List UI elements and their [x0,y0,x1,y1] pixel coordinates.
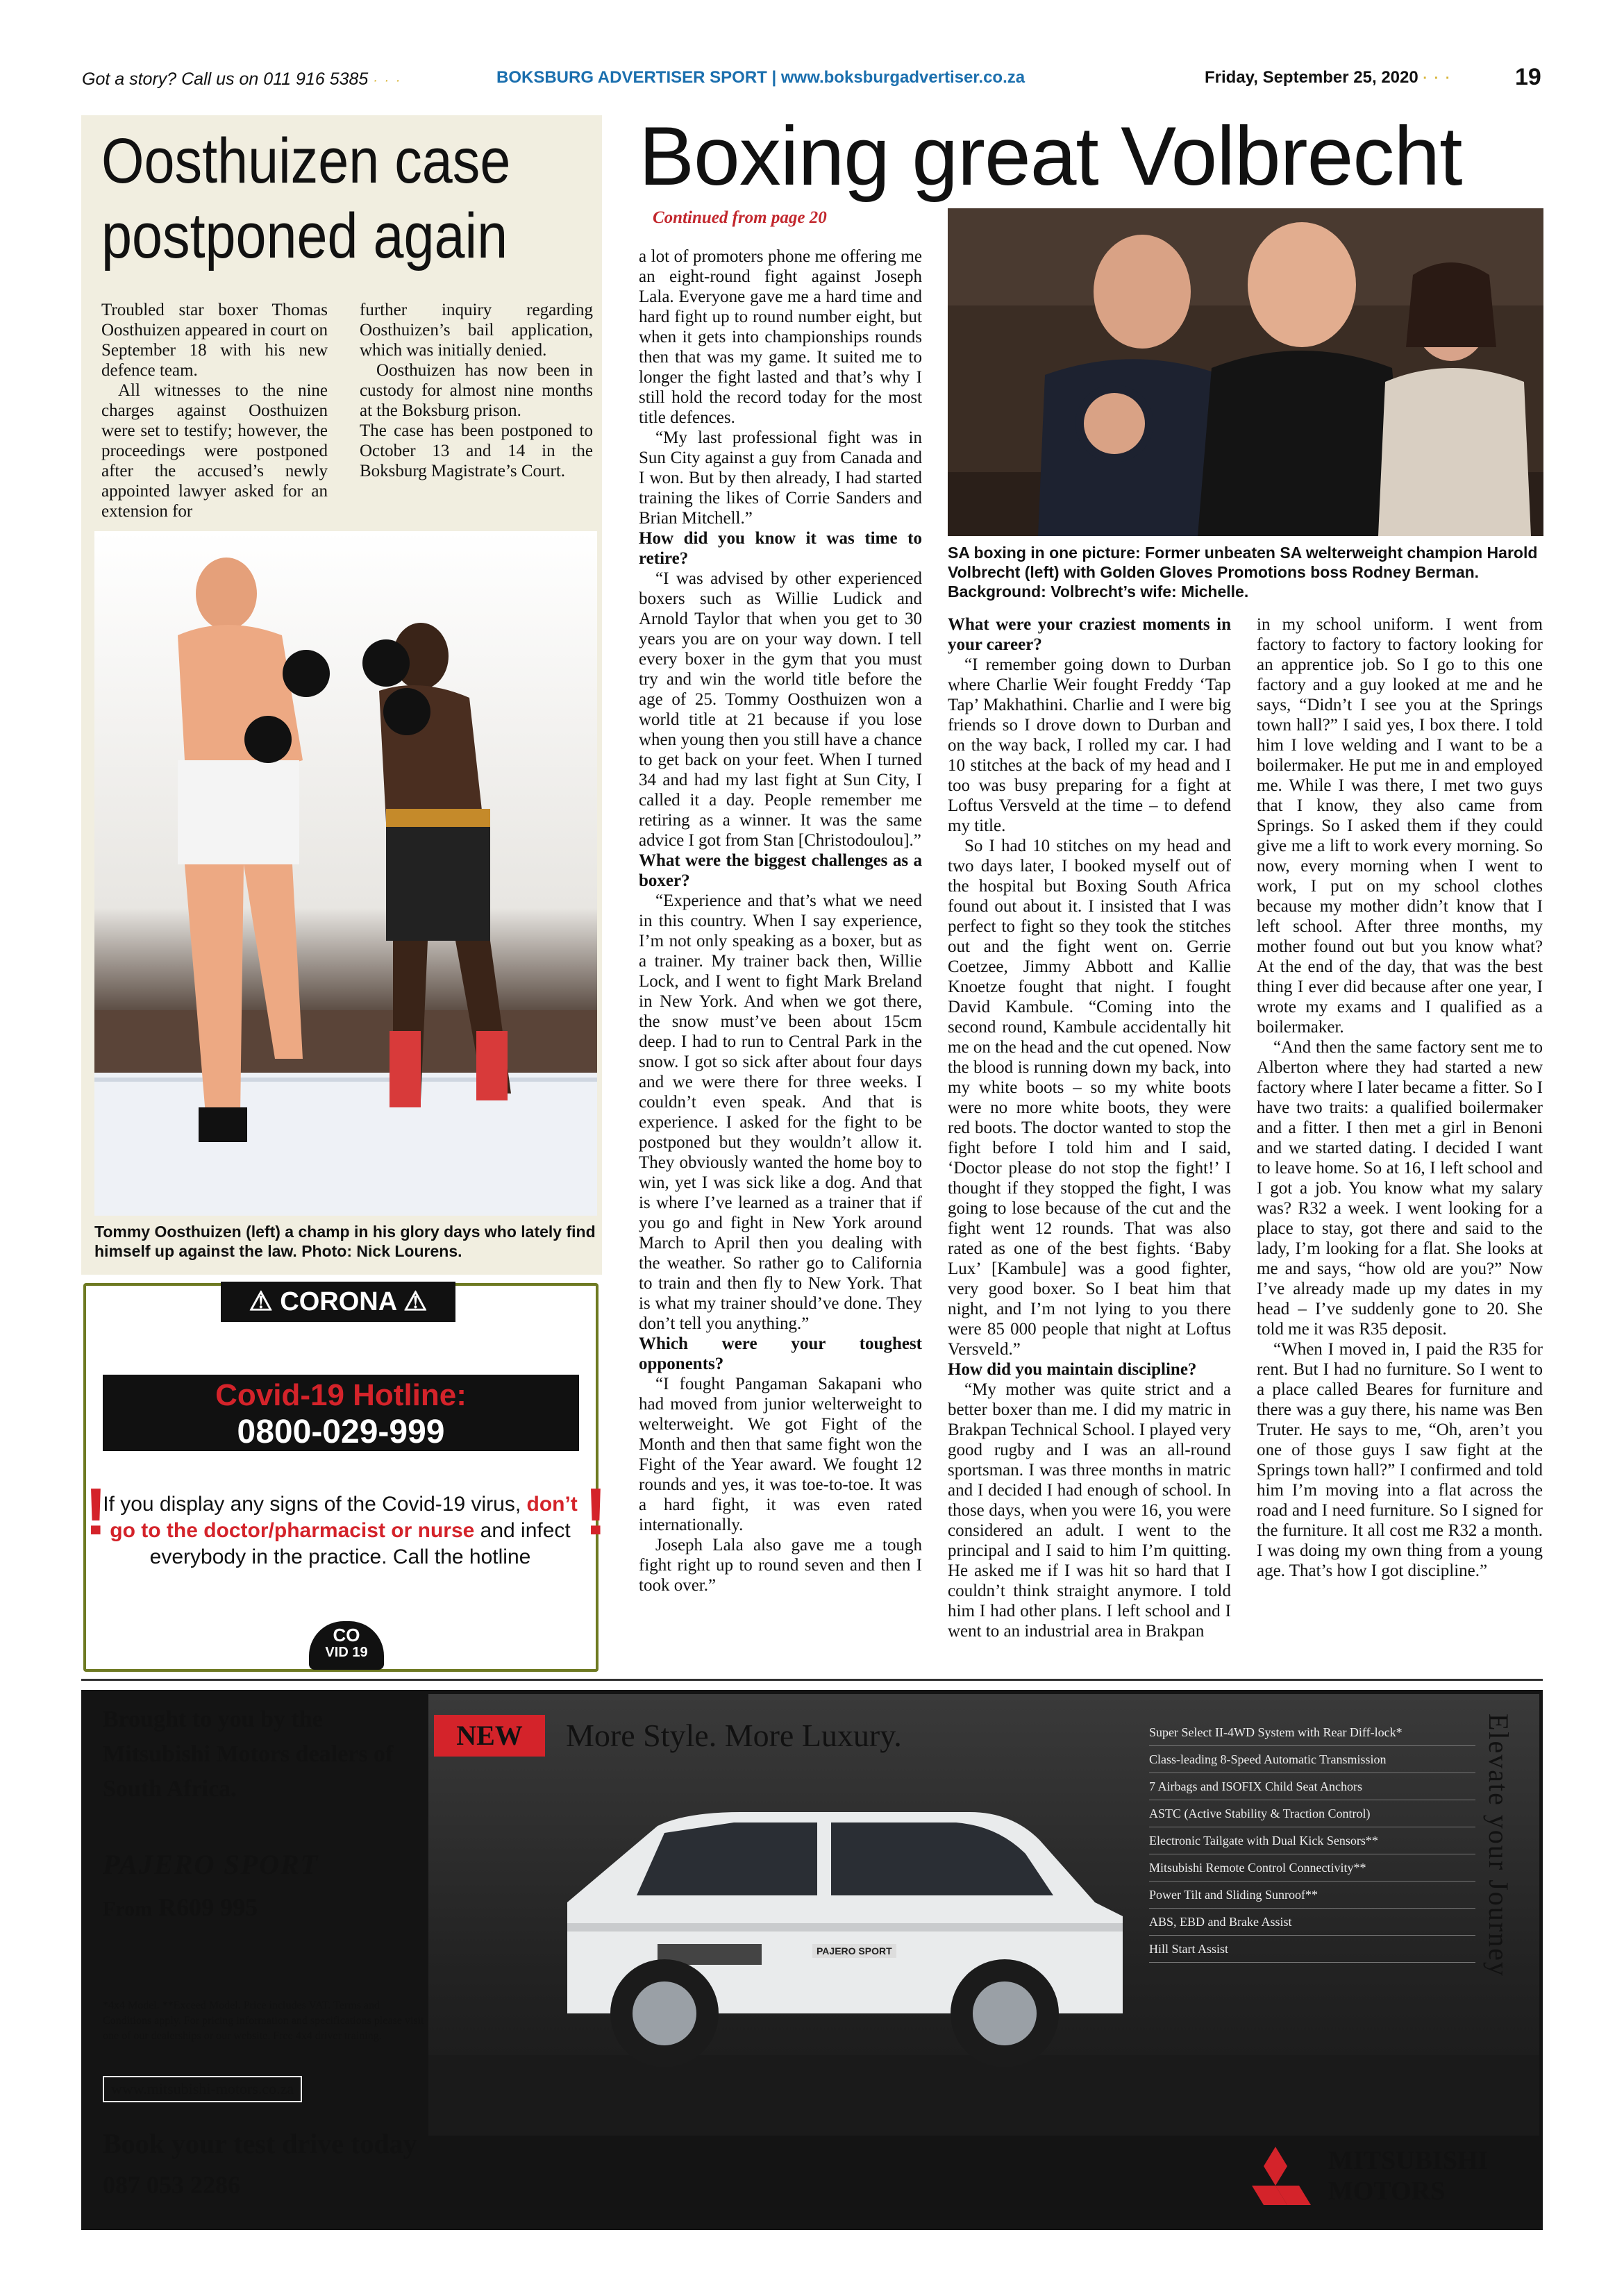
paragraph: So I had 10 stitches on my head and two days later, I booked myself out of the hospital but Boxing South Africa found out about it. I insisted that I was perfect to fight so they took the stitches out and the fight went on. Gerrie Coetzee, Jimmy Abbott and Kallie Knoetze fought that night. I fought David Kambule. “Coming into the second round, Kambule accidentally hit me on the head and the cut opened. Now the blood is running down my back, into my white boots – so my white boots were no more white boots, they were red boots. The doctor wanted to stop the fight before I told him and I said, ‘Doctor please do not stop the fight!’ I thought if they stopped the fight, I was going to lose because of the cut and the fight went 12 rounds. That was also rated as one of the best fights. ‘Baby Lux’ [Kambule] was a good fighter, very good boxer. So I beat him that night, and I’m not lying to you there were 85 000 people that night at Loftus Versveld.” [948,837,1231,1359]
ad-website-link[interactable]: www.mitsubishi-motors.co.za [103,2076,302,2102]
exclamation-icon: ! [585,1475,607,1549]
ad-feature: Power Tilt and Sliding Sunroof** [1149,1882,1475,1909]
interview-question: What were the biggest challenges as a boxer? [639,851,922,890]
interview-question: How did you maintain discipline? [948,1360,1197,1379]
ad-tagline: More Style. More Luxury. [566,1718,902,1753]
ad-phone-number[interactable]: 087 053 2286 [103,2171,240,2199]
interview-question: What were your craziest moments in your career? [948,615,1231,654]
interview-question: Which were your toughest opponents? [639,1334,922,1373]
ad-feature: Electronic Tailgate with Dual Kick Sensors** [1149,1827,1475,1854]
left-photo-caption: Tommy Oosthuizen (left) a champ in his glory days who lately find himself up against the law. Photo: Nick Lourens. [94,1223,596,1260]
ad-brought-to-you: Brought to you by the Mitsubishi Motors dealers of South Africa. [103,1707,394,1802]
ad-feature: ASTC (Active Stability & Traction Control) [1149,1800,1475,1827]
separator-line [81,1679,1543,1681]
paragraph: “I was advised by other experienced boxers such as Willie Ludick and Arnold Taylor that when you get to 30 years you are on your way down. I tell every boxer in the gym that you must try and win the world title before the age of 25. Tommy Oosthuizen won a world title at 21 because if you lose when young then you still have a chance to get back on your feet. When I turned 34 and had my last fight at Sun City, I called it a day. People remember me retiring as a winner. It was the same advice I got from Stan [Christodoulou].” [639,569,922,850]
ad-feature: Super Select II-4WD System with Rear Diff-lock* [1149,1719,1475,1746]
main-photo-caption: SA boxing in one picture: Former unbeaten SA welterweight champion Harold Volbrecht (left) with Golden Gloves Promotions boss Rodney Berman. Background: Volbrecht’s wife: Michelle. [948,544,1538,601]
paragraph: further inquiry regarding Oosthuizen’s bail application, which was initially denied. [360,301,593,360]
ad-feature: 7 Airbags and ISOFIX Child Seat Anchors [1149,1773,1475,1800]
paragraph: “I remember going down to Durban where Charlie Weir fought Freddy ‘Tap Tap’ Makhathini. Charlie and I were big friends so I drove down to Durban and on the way back, I rolled my car. I had 10 stitches at the back of my head and I too was busy preparing for a fight at Loftus Versveld at the time – to defend my title. [948,655,1231,835]
ad-price: From R609 995 [103,1893,258,1921]
paragraph: Troubled star boxer Thomas Oosthuizen appeared in court on September 18 with his new defence team. [101,301,328,380]
header-date: Friday, September 25, 2020 · · · [1205,68,1452,87]
paragraph: in my school uniform. I went from factory to factory to factory looking for an apprentice job. So I go to this one factory and a guy looked at me and he says, “Didn’t I see you at the Springs town hall?” I said yes, I box there. I told him I love welding and I want to be a boilermaker. He put me in and employed me. While I was there, I met two guys that I know, they also came from Springs. So I asked them if they could give me a lift to work every morning. So now, every morning when I went to work, I put on my school clothes because my mother didn’t know that I left school. After three months, my mother found out but you know what? At the end of the day, that was the best thing I ever did because after one year, I wrote my exams and I qualified as a boilermaker. [1257,615,1543,1037]
page-number: 19 [1515,64,1541,90]
ad-model-name: PAJERO SPORT [103,1849,319,1880]
exclamation-icon: ! [85,1475,107,1549]
continued-from[interactable]: Continued from page 20 [653,208,827,227]
hotline-number[interactable]: 0800-029-999 [237,1414,445,1450]
mitsubishi-wordmark: MITSUBISHI MOTORS [1328,2146,1489,2206]
left-article-title: Oosthuizen case postponed again [101,126,511,271]
main-article-title: Boxing great Volbrecht [639,110,1462,203]
mitsubishi-logo-icon [1237,2145,1314,2215]
ad-disclaimer: *4x4 Model. **Exceed Model. Price includes VAT. Terms and Conditions apply. For pricing information and specifications please visit one of our dealerships or our website. Free 4x4 driver training. [103,2000,424,2042]
left-article-col2 [360,300,593,481]
main-article-col3 [1257,614,1543,1581]
header-contact: Got a story? Call us on 011 916 5385 · · · [82,69,402,89]
covid-hotline[interactable] [103,1375,579,1451]
ad-feature: ABS, EBD and Brake Assist [1149,1909,1475,1936]
paragraph: “When I moved in, I paid the R35 for rent. But I had no furniture. So I went to a place called Beares for furniture and there was a guy there, his name was Ben Truter. He says to me, “Oh, aren’t you one of those guys I saw fight at the Springs town hall?” I confirmed and told him I’m moving into a flat across the road and I need furniture. So I signed for the furniture. It all cost me R32 a month. I was doing my own thing from a young age. That’s how I got discipline.” [1257,1340,1543,1580]
main-article-col2 [948,614,1231,1641]
ad-feature: Hill Start Assist [1149,1936,1475,1963]
paragraph: All witnesses to the nine charges against Oosthuizen were set to testify; however, the proceedings were postponed after the accused’s newly appointed lawyer asked for an extension for [101,381,328,521]
ad-new-badge: NEW [434,1715,545,1757]
paragraph: Oosthuizen has now been in custody for almost nine months at the Boksburg prison. [360,361,593,420]
main-article-col1 [639,246,922,1595]
interview-question: How did you know it was time to retire? [639,529,922,568]
corona-tag: ⚠ CORONA ⚠ [221,1282,455,1322]
left-article-col1 [101,300,328,521]
paragraph: “My mother was quite strict and a better boxer than me. I did my matric in Brakpan Technical School. I played very good rugby and I was an all-round sportsman. I was three months in matric and I decided I had enough of school. In those days, when you were 16, you were considered an adult. I went to the principal and I said to him I’m quitting. He asked me if I was hit so hard that I couldn’t think straight anymore. I told him I had other plans. I left school and I went to an industrial area in Brakpan [948,1380,1231,1641]
paragraph: “I fought Pangaman Sakapani who had moved from junior welterweight to welterweight. We got Fight of the Month and then that same fight won the Fight of the Year award. We fought 12 rounds and yes, it was toe-to-toe. It was a hard fight, it was even rated internationally. [639,1375,922,1534]
header-section-title[interactable]: BOKSBURG ADVERTISER SPORT | www.boksburgadvertiser.co.za [496,68,1026,87]
paragraph: “Experience and that’s what we need in this country. When I say experience, I’m not only speaking as a boxer, but as a trainer. My trainer back then, Willie Lock, and I went to fight Mark Breland in New York. And when we got there, the snow must’ve been about 15cm deep. I had to run to Central Park in the snow. I got so sick after about four days and we were there for three weeks. I couldn’t even speak. And that is experience. I asked for the fight to be postponed but they wouldn’t allow it. They obviously wanted the home boy to win, yet I was sick like a dog. And that is where I’ve learned as a trainer that if you go and fight in New York around March to April then you dealing with the weather. So rather go to California to train and then fly to New York. That is what my trainer should’ve done. They don’t tell you anything.” [639,891,922,1333]
paragraph: a lot of promoters phone me offering me an eight-round fight against Joseph Lala. Everyone gave me a hard time and hard fight up to round number eight, but when it gets into championships rounds then that was my game. It suited me to longer the fight lasted and that’s why I still hold the record today for the most title defences. [639,247,922,427]
ad-test-drive-cta[interactable]: Book your test drive today [103,2128,417,2159]
paragraph: Joseph Lala also gave me a tough fight right up to round seven and then I took over.” [639,1536,922,1595]
ad-vertical-slogan: Elevate your Journey [1483,1713,1514,1977]
boxing-fight-photo [94,531,597,1216]
ad-feature-list [1149,1719,1475,1963]
ad-feature: Class-leading 8-Speed Automatic Transmission [1149,1746,1475,1773]
corona-message: If you display any signs of the Covid-19 virus, don’t go to the doctor/pharmacist or nurse and infect everybody in the practice. Call the hotline [103,1493,578,1568]
ad-feature: Mitsubishi Remote Control Connectivity** [1149,1854,1475,1882]
hotline-label: Covid-19 Hotline: [215,1378,467,1412]
covid19-logo: CO VID 19 [309,1621,384,1670]
corona-box [83,1283,598,1672]
volbrecht-berman-photo [948,208,1543,536]
paragraph: “And then the same factory sent me to Alberton where they had started a new factory where I later became a fitter. So I have two traits: a qualified boilermaker and a fitter. I then met a girl in Benoni and we started dating. I decided I want to leave home. So at 16, I left school and I got a job. You know what my salary was? R32 a week. I went looking for a place to stay, got there and said to the lady, I’m looking for a flat. She looks at me and says, “how old are you?” Now I’ve already made up my dates in my head – I’ve suddenly gone to 20. She told me it was R35 deposit. [1257,1038,1543,1339]
paragraph: The case has been postponed to October 13 and 14 in the Boksburg Magistrate’s Court. [360,421,593,480]
number-plate: PAJERO SPORT [812,1944,896,1958]
paragraph: “My last professional fight was in Sun City against a guy from Canada and I won. But by then already, I had started training the likes of Corrie Sanders and Brian Mitchell.” [639,428,922,528]
